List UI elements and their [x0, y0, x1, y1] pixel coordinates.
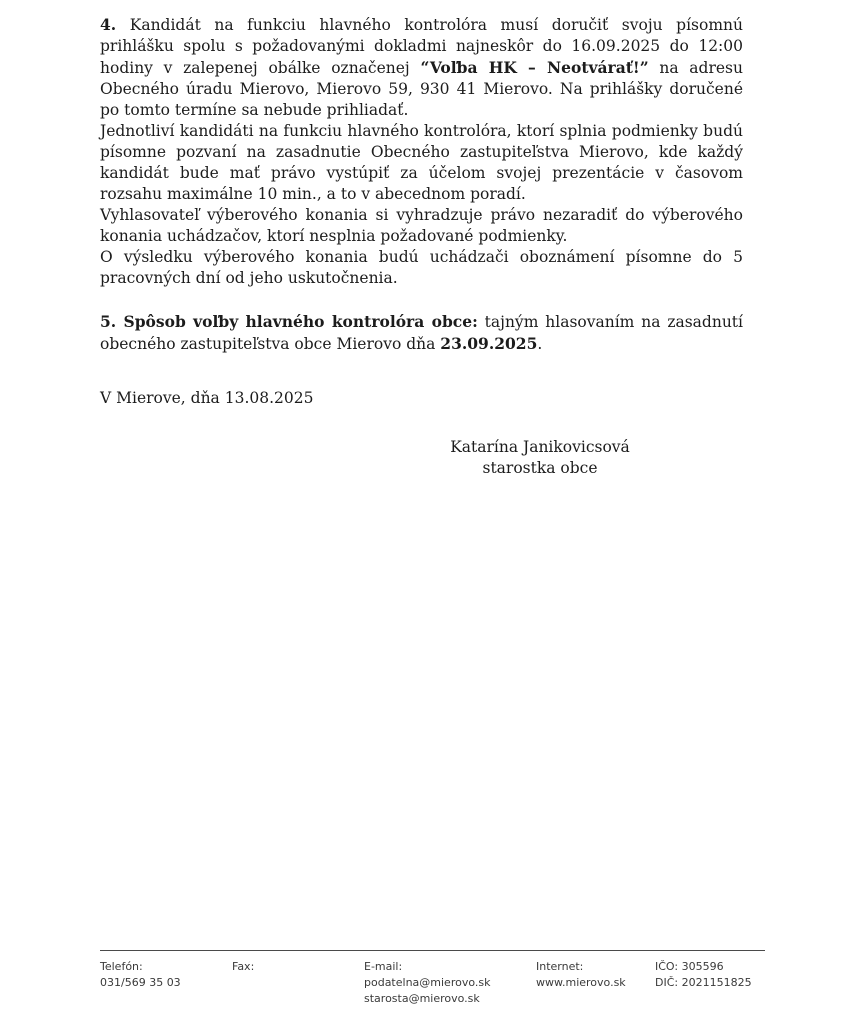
footer-divider: [100, 950, 765, 951]
bold-text-run: 23.09.2025: [440, 334, 538, 353]
text-run: Jednotliví kandidáti na funkciu hlavného kontrolóra, ktorí splnia podmienky budú písomne pozvaní na zasadnutie Obecného zastupiteľstva Mierovo, kde každý kandidát bude mať právo vystúpiť za účelom svojej prezentácie v časovom rozsahu maximálne 10 min., a to v abecednom poradí.: [100, 122, 743, 203]
footer-line: Internet:: [536, 960, 584, 973]
footer-col-email: [364, 959, 536, 1007]
footer-line: www.mierovo.sk: [536, 976, 626, 989]
signature-block: [390, 437, 690, 479]
bold-text-run: 4.: [100, 15, 117, 34]
signature-name: Katarína Janikovicsová: [450, 438, 630, 456]
text-run: .: [537, 335, 543, 353]
footer-line: 031/569 35 03: [100, 976, 181, 989]
footer-columns: [100, 959, 765, 1007]
footer-col-fax: [232, 959, 364, 975]
footer-col-ico: [655, 959, 765, 991]
footer-line: starosta@mierovo.sk: [364, 992, 480, 1005]
footer-line: DIČ: 2021151825: [655, 976, 752, 989]
paragraphs: [100, 14, 743, 355]
footer-line: Telefón:: [100, 960, 143, 973]
footer-line: Fax:: [232, 960, 255, 973]
signature-title: starostka obce: [482, 459, 598, 477]
date-line: V Mierove, dňa 13.08.2025: [100, 389, 314, 407]
text-run: tajným hlasovaním na zasadnutí obecného zastupiteľstva obce Mierovo dňa: [100, 313, 743, 353]
text-run: Vyhlasovateľ výberového konania si vyhradzuje právo nezaradiť do výberového konania uchádzačov, ktorí nesplnia požadované podmienky.: [100, 206, 743, 245]
footer-line: E-mail:: [364, 960, 403, 973]
bold-text-run: “Voľba HK – Neotvárať!”: [420, 58, 649, 77]
page-footer: [100, 950, 765, 1007]
document-body: [100, 14, 743, 409]
paragraph-right-to-exclude: [100, 205, 743, 247]
text-run: na adresu Obecného úradu Mierovo, Mierovo 59, 930 41 Mierovo. Na prihlášky doručené po tomto termíne sa nebude prihliadať.: [100, 59, 743, 119]
bold-text-run: 5. Spôsob voľby hlavného kontrolóra obce:: [100, 312, 478, 331]
footer-line: podatelna@mierovo.sk: [364, 976, 491, 989]
text-run: Kandidát na funkciu hlavného kontrolóra musí doručiť svoju písomnú prihlášku spolu s požadovanými dokladmi najneskôr do 16.09.2025 do 12:00 hodiny v zalepenej obálke označenej: [100, 16, 743, 77]
paragraph-result-notification: [100, 247, 743, 289]
footer-col-telefon: [100, 959, 232, 991]
paragraph-item-5: [100, 311, 743, 355]
text-run: O výsledku výberového konania budú uchádzači oboznámení písomne do 5 pracovných dní od jeho uskutočnenia.: [100, 248, 743, 287]
footer-col-internet: [536, 959, 655, 991]
footer-line: IČO: 305596: [655, 960, 724, 973]
paragraph-item-4: [100, 14, 743, 121]
paragraph-candidates-invitation: [100, 121, 743, 205]
